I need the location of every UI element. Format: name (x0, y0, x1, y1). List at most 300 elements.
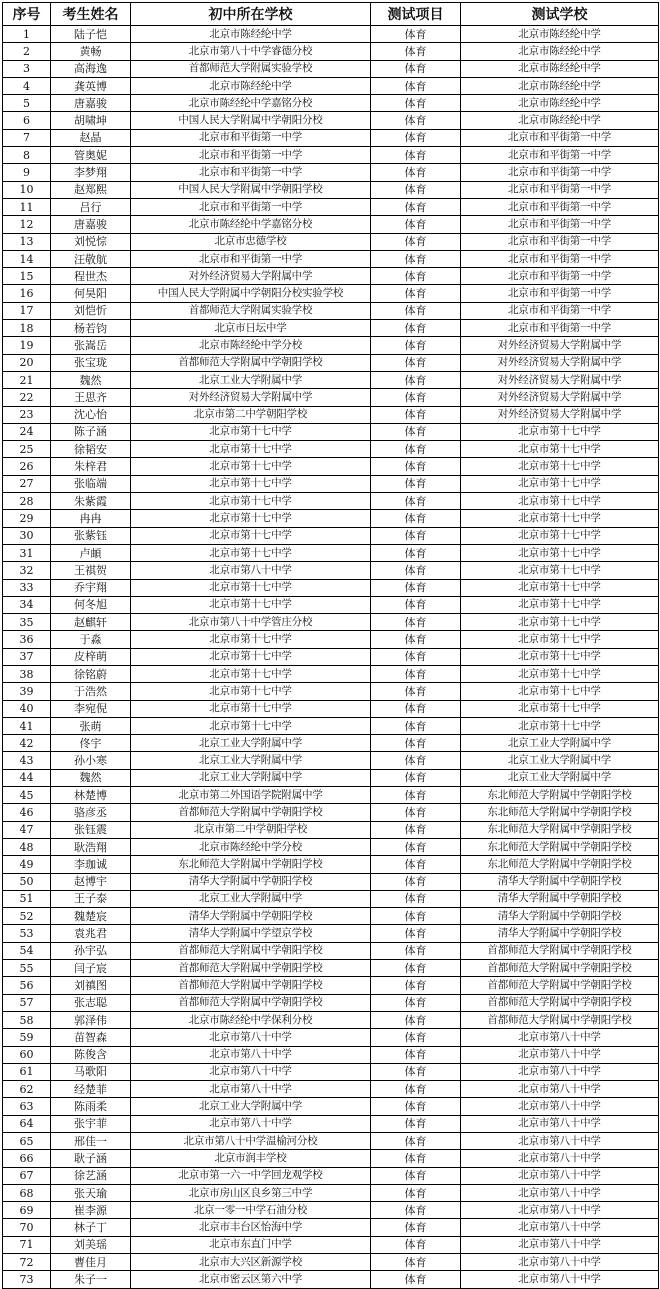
cell-index: 52 (3, 908, 51, 925)
cell-middle-school: 北京市东直门中学 (131, 1236, 371, 1253)
cell-test-item: 体育 (371, 579, 461, 596)
cell-index: 42 (3, 735, 51, 752)
cell-test-school: 北京市第十七中学 (461, 579, 659, 596)
cell-test-school: 北京市陈经纶中学 (461, 95, 659, 112)
cell-student-name: 刘禛图 (51, 977, 131, 994)
cell-student-name: 徐韬安 (51, 441, 131, 458)
cell-test-item: 体育 (371, 354, 461, 371)
cell-test-school: 首都师范大学附属中学朝阳学校 (461, 977, 659, 994)
table-row (3, 804, 659, 821)
cell-test-item: 体育 (371, 890, 461, 907)
table-row (3, 994, 659, 1011)
cell-index: 23 (3, 406, 51, 423)
cell-test-school: 北京市和平街第一中学 (461, 164, 659, 181)
cell-test-item: 体育 (371, 302, 461, 319)
table-row (3, 596, 659, 613)
cell-student-name: 魏楚宸 (51, 908, 131, 925)
cell-test-school: 北京市陈经纶中学 (461, 60, 659, 77)
cell-middle-school: 北京市忠德学校 (131, 233, 371, 250)
cell-test-item: 体育 (371, 406, 461, 423)
cell-test-item: 体育 (371, 908, 461, 925)
cell-student-name: 林子丁 (51, 1219, 131, 1236)
cell-middle-school: 北京市陈经纶中学 (131, 77, 371, 94)
cell-middle-school: 北京市和平街第一中学 (131, 147, 371, 164)
cell-test-school: 首都师范大学附属中学朝阳学校 (461, 1011, 659, 1028)
cell-student-name: 冉冉 (51, 510, 131, 527)
student-table (2, 2, 659, 1289)
table-row (3, 942, 659, 959)
cell-test-item: 体育 (371, 77, 461, 94)
table-row (3, 1029, 659, 1046)
cell-student-name: 苗智森 (51, 1029, 131, 1046)
cell-test-school: 北京市第八十中学 (461, 1081, 659, 1098)
cell-middle-school: 北京市第八十中学温榆河分校 (131, 1133, 371, 1150)
table-row (3, 112, 659, 129)
cell-index: 53 (3, 925, 51, 942)
cell-test-item: 体育 (371, 250, 461, 267)
table-row (3, 908, 659, 925)
cell-middle-school: 首都师范大学附属中学朝阳学校 (131, 942, 371, 959)
table-row (3, 579, 659, 596)
cell-middle-school: 北京工业大学附属中学 (131, 769, 371, 786)
cell-test-item: 体育 (371, 164, 461, 181)
cell-middle-school: 首都师范大学附属实验学校 (131, 60, 371, 77)
cell-test-item: 体育 (371, 268, 461, 285)
cell-student-name: 沈心怡 (51, 406, 131, 423)
cell-index: 48 (3, 838, 51, 855)
cell-middle-school: 北京市和平街第一中学 (131, 129, 371, 146)
cell-test-school: 东北师范大学附属中学朝阳学校 (461, 804, 659, 821)
cell-student-name: 张萌 (51, 717, 131, 734)
cell-test-item: 体育 (371, 683, 461, 700)
cell-index: 10 (3, 181, 51, 198)
cell-test-school: 北京市第八十中学 (461, 1167, 659, 1184)
cell-index: 11 (3, 198, 51, 215)
table-row (3, 683, 659, 700)
cell-test-school: 北京市第十七中学 (461, 475, 659, 492)
cell-test-item: 体育 (371, 977, 461, 994)
cell-test-item: 体育 (371, 1063, 461, 1080)
cell-test-school: 北京工业大学附属中学 (461, 752, 659, 769)
cell-index: 61 (3, 1063, 51, 1080)
table-row (3, 43, 659, 60)
cell-student-name: 林楚博 (51, 787, 131, 804)
table-row (3, 873, 659, 890)
table-row (3, 337, 659, 354)
cell-student-name: 刘恺忻 (51, 302, 131, 319)
table-row (3, 371, 659, 388)
cell-student-name: 朱紫霞 (51, 493, 131, 510)
cell-middle-school: 北京市第八十中学 (131, 1115, 371, 1132)
cell-index: 50 (3, 873, 51, 890)
cell-student-name: 郭泽伟 (51, 1011, 131, 1028)
cell-student-name: 王子泰 (51, 890, 131, 907)
table-row (3, 233, 659, 250)
cell-index: 4 (3, 77, 51, 94)
table-row (3, 544, 659, 561)
cell-middle-school: 首都师范大学附属中学朝阳学校 (131, 804, 371, 821)
cell-index: 55 (3, 960, 51, 977)
cell-test-school: 北京市第十七中学 (461, 458, 659, 475)
cell-test-school: 清华大学附属中学朝阳学校 (461, 873, 659, 890)
cell-middle-school: 首都师范大学附属中学朝阳学校 (131, 994, 371, 1011)
table-row (3, 147, 659, 164)
cell-student-name: 乔宇翔 (51, 579, 131, 596)
table-row (3, 1184, 659, 1201)
cell-student-name: 王祺贺 (51, 562, 131, 579)
cell-student-name: 高海逸 (51, 60, 131, 77)
cell-test-school: 北京市和平街第一中学 (461, 302, 659, 319)
header-test-item: 测试项目 (371, 3, 461, 26)
cell-student-name: 张志聪 (51, 994, 131, 1011)
cell-student-name: 于淼 (51, 631, 131, 648)
cell-test-item: 体育 (371, 787, 461, 804)
cell-test-school: 北京工业大学附属中学 (461, 735, 659, 752)
table-row (3, 1081, 659, 1098)
cell-index: 60 (3, 1046, 51, 1063)
cell-test-school: 北京市陈经纶中学 (461, 26, 659, 43)
cell-middle-school: 北京市第二外国语学院附属中学 (131, 787, 371, 804)
cell-test-item: 体育 (371, 614, 461, 631)
cell-student-name: 曹佳月 (51, 1254, 131, 1271)
table-row (3, 475, 659, 492)
table-row (3, 129, 659, 146)
cell-test-school: 清华大学附属中学朝阳学校 (461, 908, 659, 925)
cell-index: 46 (3, 804, 51, 821)
cell-test-school: 北京市第十七中学 (461, 562, 659, 579)
cell-test-item: 体育 (371, 562, 461, 579)
cell-index: 41 (3, 717, 51, 734)
cell-student-name: 王思齐 (51, 389, 131, 406)
cell-index: 47 (3, 821, 51, 838)
table-row (3, 389, 659, 406)
cell-middle-school: 北京市第十七中学 (131, 700, 371, 717)
cell-student-name: 张天瑜 (51, 1184, 131, 1201)
cell-test-item: 体育 (371, 960, 461, 977)
cell-student-name: 何昊阳 (51, 285, 131, 302)
cell-test-item: 体育 (371, 735, 461, 752)
cell-middle-school: 中国人民大学附属中学朝阳分校 (131, 112, 371, 129)
cell-student-name: 唐嘉骏 (51, 95, 131, 112)
cell-test-item: 体育 (371, 1029, 461, 1046)
cell-index: 14 (3, 250, 51, 267)
cell-student-name: 赵博宇 (51, 873, 131, 890)
table-row (3, 1046, 659, 1063)
cell-test-school: 首都师范大学附属中学朝阳学校 (461, 960, 659, 977)
cell-index: 9 (3, 164, 51, 181)
cell-index: 33 (3, 579, 51, 596)
cell-test-school: 北京市和平街第一中学 (461, 198, 659, 215)
cell-index: 68 (3, 1184, 51, 1201)
cell-index: 13 (3, 233, 51, 250)
cell-index: 36 (3, 631, 51, 648)
table-row (3, 164, 659, 181)
cell-middle-school: 北京工业大学附属中学 (131, 752, 371, 769)
cell-middle-school: 北京市和平街第一中学 (131, 250, 371, 267)
cell-index: 58 (3, 1011, 51, 1028)
table-row (3, 1150, 659, 1167)
cell-test-item: 体育 (371, 527, 461, 544)
cell-middle-school: 北京市第二中学朝阳学校 (131, 406, 371, 423)
cell-index: 71 (3, 1236, 51, 1253)
cell-test-school: 北京市第十七中学 (461, 631, 659, 648)
cell-test-item: 体育 (371, 1011, 461, 1028)
cell-middle-school: 北京市第二中学朝阳学校 (131, 821, 371, 838)
table-row (3, 735, 659, 752)
cell-test-item: 体育 (371, 1254, 461, 1271)
cell-test-school: 北京市和平街第一中学 (461, 147, 659, 164)
cell-test-school: 对外经济贸易大学附属中学 (461, 371, 659, 388)
cell-middle-school: 北京市第十七中学 (131, 596, 371, 613)
cell-middle-school: 北京市第八十中学 (131, 1046, 371, 1063)
cell-middle-school: 中国人民大学附属中学朝阳学校 (131, 181, 371, 198)
cell-student-name: 李珈诚 (51, 856, 131, 873)
table-row (3, 648, 659, 665)
cell-index: 54 (3, 942, 51, 959)
cell-student-name: 骆彦丞 (51, 804, 131, 821)
cell-test-item: 体育 (371, 1046, 461, 1063)
cell-test-school: 北京市第八十中学 (461, 1184, 659, 1201)
cell-index: 56 (3, 977, 51, 994)
cell-student-name: 于浩然 (51, 683, 131, 700)
cell-student-name: 赵郑熙 (51, 181, 131, 198)
cell-test-school: 北京市第八十中学 (461, 1236, 659, 1253)
cell-middle-school: 北京市第八十中学 (131, 562, 371, 579)
table-row (3, 1063, 659, 1080)
cell-test-school: 北京市陈经纶中学 (461, 77, 659, 94)
table-row (3, 1133, 659, 1150)
cell-index: 69 (3, 1202, 51, 1219)
cell-index: 32 (3, 562, 51, 579)
cell-student-name: 张宝珑 (51, 354, 131, 371)
cell-middle-school: 北京市密云区第六中学 (131, 1271, 371, 1288)
cell-test-school: 北京市陈经纶中学 (461, 112, 659, 129)
cell-student-name: 闫子宸 (51, 960, 131, 977)
cell-middle-school: 北京市陈经纶中学分校 (131, 838, 371, 855)
cell-student-name: 陈子涵 (51, 423, 131, 440)
cell-index: 64 (3, 1115, 51, 1132)
cell-index: 16 (3, 285, 51, 302)
table-row (3, 856, 659, 873)
cell-test-item: 体育 (371, 769, 461, 786)
cell-test-item: 体育 (371, 994, 461, 1011)
cell-student-name: 朱子一 (51, 1271, 131, 1288)
cell-middle-school: 北京市第八十中学睿德分校 (131, 43, 371, 60)
cell-middle-school: 清华大学附属中学朝阳学校 (131, 873, 371, 890)
cell-test-item: 体育 (371, 1202, 461, 1219)
cell-student-name: 杨若钧 (51, 320, 131, 337)
table-row (3, 665, 659, 682)
cell-test-item: 体育 (371, 181, 461, 198)
header-row (3, 3, 659, 26)
table-row (3, 1271, 659, 1288)
cell-test-item: 体育 (371, 337, 461, 354)
cell-index: 25 (3, 441, 51, 458)
cell-test-school: 东北师范大学附属中学朝阳学校 (461, 856, 659, 873)
cell-index: 3 (3, 60, 51, 77)
cell-student-name: 李宛倪 (51, 700, 131, 717)
cell-index: 38 (3, 665, 51, 682)
cell-index: 40 (3, 700, 51, 717)
cell-student-name: 经楚菲 (51, 1081, 131, 1098)
cell-test-school: 北京市第十七中学 (461, 614, 659, 631)
table-row (3, 614, 659, 631)
cell-middle-school: 北京市第八十中学 (131, 1081, 371, 1098)
cell-test-school: 东北师范大学附属中学朝阳学校 (461, 787, 659, 804)
cell-index: 15 (3, 268, 51, 285)
table-row (3, 890, 659, 907)
cell-test-item: 体育 (371, 821, 461, 838)
cell-student-name: 魏然 (51, 769, 131, 786)
cell-test-school: 北京市陈经纶中学 (461, 43, 659, 60)
cell-index: 7 (3, 129, 51, 146)
cell-test-school: 清华大学附属中学朝阳学校 (461, 890, 659, 907)
cell-test-school: 北京市第八十中学 (461, 1150, 659, 1167)
cell-index: 18 (3, 320, 51, 337)
table-row (3, 1254, 659, 1271)
cell-test-item: 体育 (371, 371, 461, 388)
cell-middle-school: 北京市第十七中学 (131, 544, 371, 561)
cell-test-school: 北京市和平街第一中学 (461, 129, 659, 146)
cell-index: 65 (3, 1133, 51, 1150)
cell-test-school: 北京市第十七中学 (461, 493, 659, 510)
cell-index: 70 (3, 1219, 51, 1236)
cell-student-name: 卢頔 (51, 544, 131, 561)
cell-middle-school: 北京市第八十中学 (131, 1029, 371, 1046)
table-row (3, 354, 659, 371)
cell-test-school: 北京市和平街第一中学 (461, 181, 659, 198)
cell-test-item: 体育 (371, 596, 461, 613)
cell-middle-school: 北京市第八十中学 (131, 1063, 371, 1080)
cell-test-school: 首都师范大学附属中学朝阳学校 (461, 942, 659, 959)
table-row (3, 181, 659, 198)
table-row (3, 1219, 659, 1236)
table-row (3, 423, 659, 440)
cell-middle-school: 北京市陈经纶中学嘉铭分校 (131, 216, 371, 233)
cell-middle-school: 北京市房山区良乡第三中学 (131, 1184, 371, 1201)
cell-middle-school: 北京市第十七中学 (131, 683, 371, 700)
cell-index: 35 (3, 614, 51, 631)
cell-middle-school: 北京市陈经纶中学 (131, 26, 371, 43)
cell-middle-school: 北京市和平街第一中学 (131, 198, 371, 215)
cell-student-name: 张钰震 (51, 821, 131, 838)
cell-test-school: 北京市和平街第一中学 (461, 216, 659, 233)
cell-middle-school: 首都师范大学附属中学朝阳学校 (131, 354, 371, 371)
cell-index: 22 (3, 389, 51, 406)
table-row (3, 717, 659, 734)
cell-test-school: 北京市第十七中学 (461, 544, 659, 561)
cell-student-name: 龚英博 (51, 77, 131, 94)
cell-index: 72 (3, 1254, 51, 1271)
cell-test-item: 体育 (371, 665, 461, 682)
header-student-name: 考生姓名 (51, 3, 131, 26)
cell-student-name: 赵麒轩 (51, 614, 131, 631)
cell-middle-school: 北京市大兴区新源学校 (131, 1254, 371, 1271)
cell-middle-school: 北京市润丰学校 (131, 1150, 371, 1167)
cell-test-item: 体育 (371, 717, 461, 734)
cell-test-school: 对外经济贸易大学附属中学 (461, 337, 659, 354)
cell-middle-school: 北京工业大学附属中学 (131, 890, 371, 907)
cell-test-school: 东北师范大学附属中学朝阳学校 (461, 838, 659, 855)
cell-test-school: 北京市第八十中学 (461, 1202, 659, 1219)
cell-middle-school: 北京市第十七中学 (131, 475, 371, 492)
cell-middle-school: 北京市丰台区怡海中学 (131, 1219, 371, 1236)
cell-student-name: 陆子恺 (51, 26, 131, 43)
table-row (3, 1202, 659, 1219)
cell-test-school: 北京市第八十中学 (461, 1115, 659, 1132)
cell-index: 62 (3, 1081, 51, 1098)
cell-middle-school: 北京工业大学附属中学 (131, 1098, 371, 1115)
cell-index: 20 (3, 354, 51, 371)
cell-test-item: 体育 (371, 1219, 461, 1236)
cell-student-name: 刘悦悰 (51, 233, 131, 250)
cell-test-school: 北京市和平街第一中学 (461, 285, 659, 302)
table-body (3, 26, 659, 1289)
table-row (3, 925, 659, 942)
cell-test-school: 北京市第十七中学 (461, 527, 659, 544)
table-row (3, 285, 659, 302)
cell-student-name: 管奥妮 (51, 147, 131, 164)
table-row (3, 320, 659, 337)
table-row (3, 769, 659, 786)
cell-test-school: 对外经济贸易大学附属中学 (461, 354, 659, 371)
cell-test-item: 体育 (371, 1167, 461, 1184)
cell-index: 63 (3, 1098, 51, 1115)
cell-index: 73 (3, 1271, 51, 1288)
cell-middle-school: 北京市第十七中学 (131, 423, 371, 440)
cell-test-item: 体育 (371, 423, 461, 440)
cell-test-school: 北京市和平街第一中学 (461, 268, 659, 285)
table-row (3, 1115, 659, 1132)
table-row (3, 406, 659, 423)
cell-test-school: 北京市第八十中学 (461, 1133, 659, 1150)
cell-student-name: 刘美瑶 (51, 1236, 131, 1253)
cell-test-item: 体育 (371, 493, 461, 510)
cell-test-school: 北京市第八十中学 (461, 1271, 659, 1288)
cell-test-item: 体育 (371, 873, 461, 890)
cell-test-school: 首都师范大学附属中学朝阳学校 (461, 994, 659, 1011)
cell-test-school: 北京市第八十中学 (461, 1254, 659, 1271)
cell-middle-school: 北京市和平街第一中学 (131, 164, 371, 181)
cell-middle-school: 清华大学附属中学望京学校 (131, 925, 371, 942)
table-row (3, 302, 659, 319)
table-row (3, 216, 659, 233)
cell-middle-school: 北京市第十七中学 (131, 631, 371, 648)
cell-test-item: 体育 (371, 752, 461, 769)
cell-index: 45 (3, 787, 51, 804)
cell-student-name: 耿浩翔 (51, 838, 131, 855)
cell-test-item: 体育 (371, 475, 461, 492)
cell-test-school: 北京市第十七中学 (461, 717, 659, 734)
cell-test-school: 北京市和平街第一中学 (461, 233, 659, 250)
cell-middle-school: 北京市第十七中学 (131, 665, 371, 682)
cell-test-item: 体育 (371, 925, 461, 942)
table-row (3, 1236, 659, 1253)
cell-index: 39 (3, 683, 51, 700)
cell-index: 43 (3, 752, 51, 769)
cell-middle-school: 东北师范大学附属中学朝阳学校 (131, 856, 371, 873)
cell-index: 51 (3, 890, 51, 907)
cell-middle-school: 清华大学附属中学朝阳学校 (131, 908, 371, 925)
header-index: 序号 (3, 3, 51, 26)
cell-student-name: 朱梓君 (51, 458, 131, 475)
cell-student-name: 马歌阳 (51, 1063, 131, 1080)
cell-student-name: 孙小寒 (51, 752, 131, 769)
cell-index: 27 (3, 475, 51, 492)
table-row (3, 752, 659, 769)
cell-middle-school: 北京市第十七中学 (131, 579, 371, 596)
cell-test-school: 北京市和平街第一中学 (461, 250, 659, 267)
